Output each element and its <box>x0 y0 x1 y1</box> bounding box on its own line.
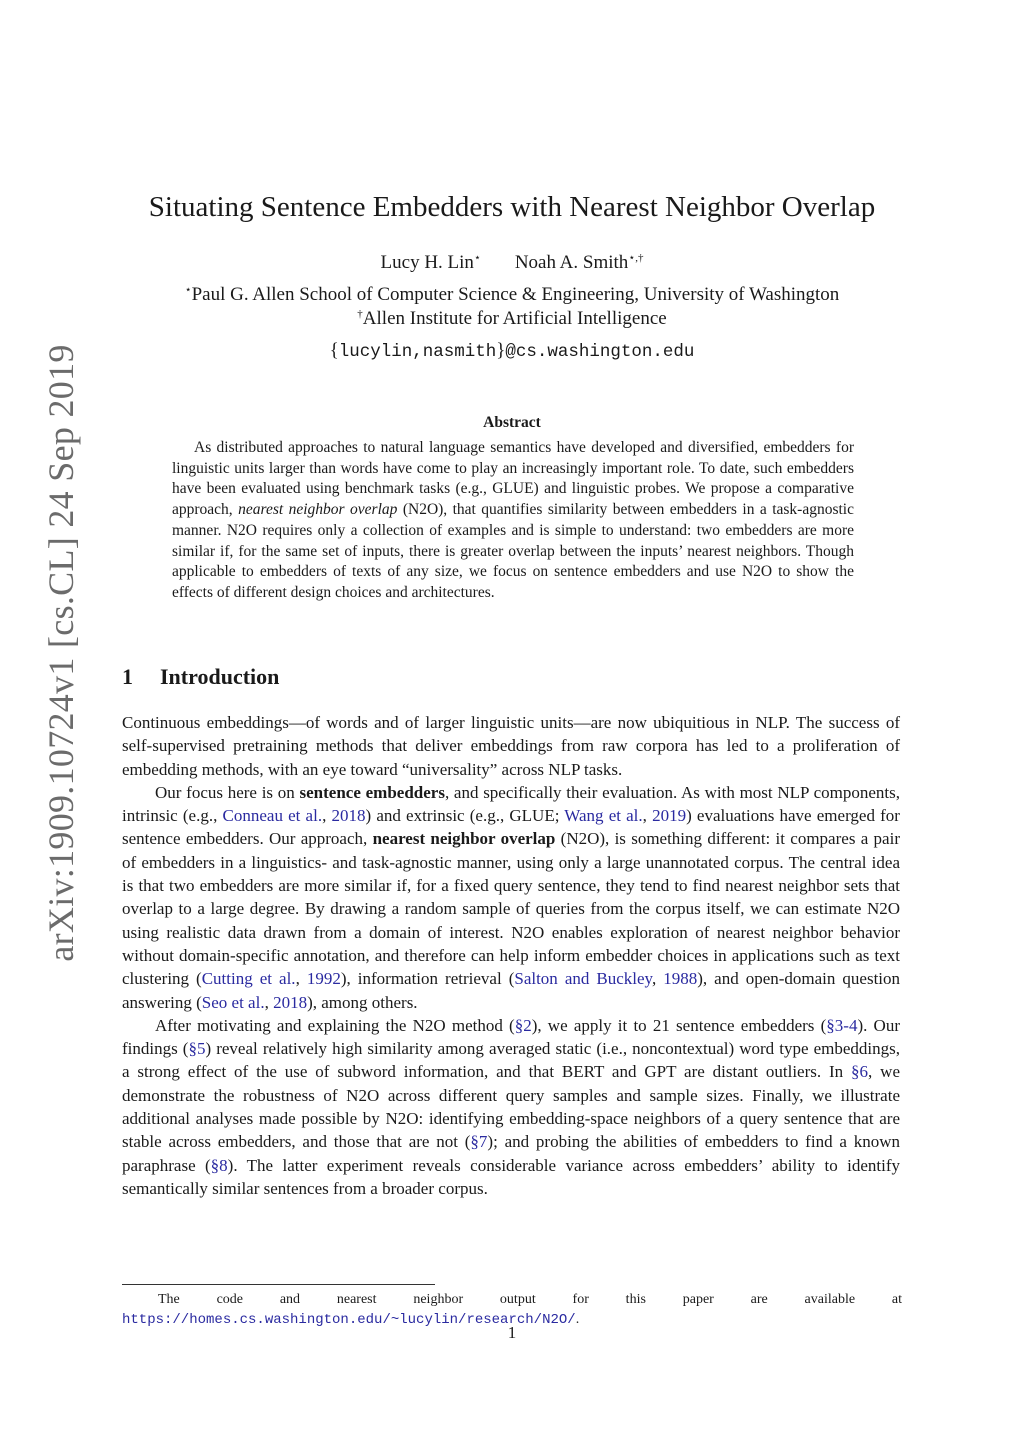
citation-link[interactable]: 2019 <box>652 806 687 826</box>
affiliation-text: Allen Institute for Artificial Intelligence <box>362 308 667 329</box>
section-ref-link[interactable]: §6 <box>851 1062 869 1082</box>
author-mark: ⋆,† <box>628 252 644 264</box>
affiliation-text: Paul G. Allen School of Computer Science & Engineering, University of Washington <box>191 284 840 305</box>
abstract-heading: Abstract <box>483 414 541 431</box>
email-brace-open: { <box>329 340 339 361</box>
paragraph: Continuous embeddings—of words and of larger linguistic units—are now ubiquitious in NLP. The success of self-supervised pretraining methods that deliver embeddings from raw corpora has led to a proliferation of embedding methods, with an eye toward “universality” across NLP tasks. <box>122 713 900 779</box>
citation-link[interactable]: Cutting et al. <box>201 969 296 989</box>
introduction-body <box>122 711 900 1200</box>
email-brace-close: } <box>496 340 506 361</box>
citation-link[interactable]: 2018 <box>331 806 366 826</box>
abstract-text: (N2O), that quantifies similarity between embedders in a task-agnostic manner. N2O requires only a collection of examples and is simple to understand: two embedders are more similar if, for the same set of inputs, there is greater overlap between the inputs’ nearest neighbors. Though applicable to embedders of texts of any size, we focus on sentence embedders and use N2O to show the effects of different design choices and architectures. <box>172 501 854 601</box>
code-url-link[interactable]: https://homes.cs.washington.edu/~lucylin/research/N2O/ <box>122 1312 576 1328</box>
paragraph: After motivating and explaining the N2O method (§2), we apply it to 21 sentence embedders (§3-4). Our findings (§5) reveal relatively high similarity among averaged static (i.e., noncontextual) word type embeddings, a strong effect of the use of subword information, and that BERT and GPT are distant outliers. In §6, we demonstrate the robustness of N2O across different query samples and sample sizes. Finally, we illustrate additional analyses made possible by N2O: identifying embedding-space neighbors of a query sentence that are stable across embedders, and those that are not (§7); and probing the abilities of embedders to find a known paraphrase (§8). The latter experiment reveals considerable variance across embedders’ ability to identify semantically similar sentences from a broader corpus. <box>122 1015 901 1198</box>
citation-link[interactable]: Salton and Buckley <box>514 969 652 989</box>
arxiv-id: arXiv:1909.10724v1 [cs.CL] 24 Sep 2019 <box>41 344 81 962</box>
footnote: The code and nearest neighbor output for this paper are available at https://homes.cs.washington.edu/~lucylin/research/N2O/. <box>122 1292 902 1328</box>
citation-link[interactable]: Conneau et al. <box>222 806 323 826</box>
author-list <box>0 252 1024 274</box>
section-ref-link[interactable]: §8 <box>210 1155 228 1175</box>
affiliation-mark: ⋆ <box>184 284 192 296</box>
citation-link[interactable]: 1988 <box>663 969 698 989</box>
arxiv-stamp <box>42 258 80 1048</box>
citation-link[interactable]: 2018 <box>273 992 308 1012</box>
abstract-term: nearest neighbor overlap <box>238 501 398 519</box>
affiliation <box>0 284 1024 306</box>
author-email[interactable] <box>0 340 1024 362</box>
abstract-body <box>172 438 854 604</box>
email-users: lucylin,nasmith <box>338 342 497 362</box>
section-ref-link[interactable]: §5 <box>188 1039 206 1059</box>
citation-link[interactable]: 1992 <box>306 969 341 989</box>
section-ref-link[interactable]: §3-4 <box>826 1015 858 1035</box>
paper-title: Situating Sentence Embedders with Nearest Neighbor Overlap <box>148 191 876 223</box>
email-domain: @cs.washington.edu <box>505 342 695 362</box>
author-name: Noah A. Smith <box>514 252 629 273</box>
affiliation <box>0 308 1024 330</box>
abstract-text: As distributed approaches to natural language semantics have developed and diversified, embedders for linguistic units larger than words have come to play an increasingly important role. To date, such embedders have been evaluated using benchmark tasks (e.g., GLUE) and linguistic probes. We propose a comparative approach, <box>172 439 854 519</box>
footnote-text: The code and nearest neighbor output for this paper are available at <box>158 1292 902 1307</box>
paragraph: Our focus here is on sentence embedders, and specifically their evaluation. As with most NLP components, intrinsic (e.g., Conneau et al., 2018) and extrinsic (e.g., GLUE; Wang et al., 2019) evaluations have emerged for sentence embedders. Our approach, nearest neighbor overlap (N2O), is something different: it compares a pair of embedders in a linguistics- and task-agnostic manner, using only a large unannotated corpus. The central idea is that two embedders are more similar if, for a fixed query sentence, they tend to find nearest neighbor sets that overlap to a large degree. By drawing a random sample of queries from the corpus itself, we can estimate N2O using realistic data drawn from a domain of interest. N2O enables exploration of nearest neighbor behavior without domain-specific annotation, and therefore can help inform embedder choices in applications such as text clustering (Cutting et al., 1992), information retrieval (Salton and Buckley, 1988), and open-domain question answering (Seo et al., 2018), among others. <box>122 782 901 1012</box>
page-number: 1 <box>507 1323 517 1342</box>
affiliation-mark: † <box>357 308 363 320</box>
section-ref-link[interactable]: §7 <box>470 1132 488 1152</box>
section-heading <box>122 664 279 690</box>
author-mark: ⋆ <box>473 252 481 264</box>
citation-link[interactable]: Seo et al. <box>201 992 265 1012</box>
citation-link[interactable]: Wang et al. <box>564 806 643 826</box>
footnote-rule <box>122 1284 435 1285</box>
section-ref-link[interactable]: §2 <box>514 1015 532 1035</box>
section-title: Introduction <box>160 664 280 689</box>
section-number: 1 <box>122 664 133 689</box>
author-name: Lucy H. Lin <box>380 252 474 273</box>
